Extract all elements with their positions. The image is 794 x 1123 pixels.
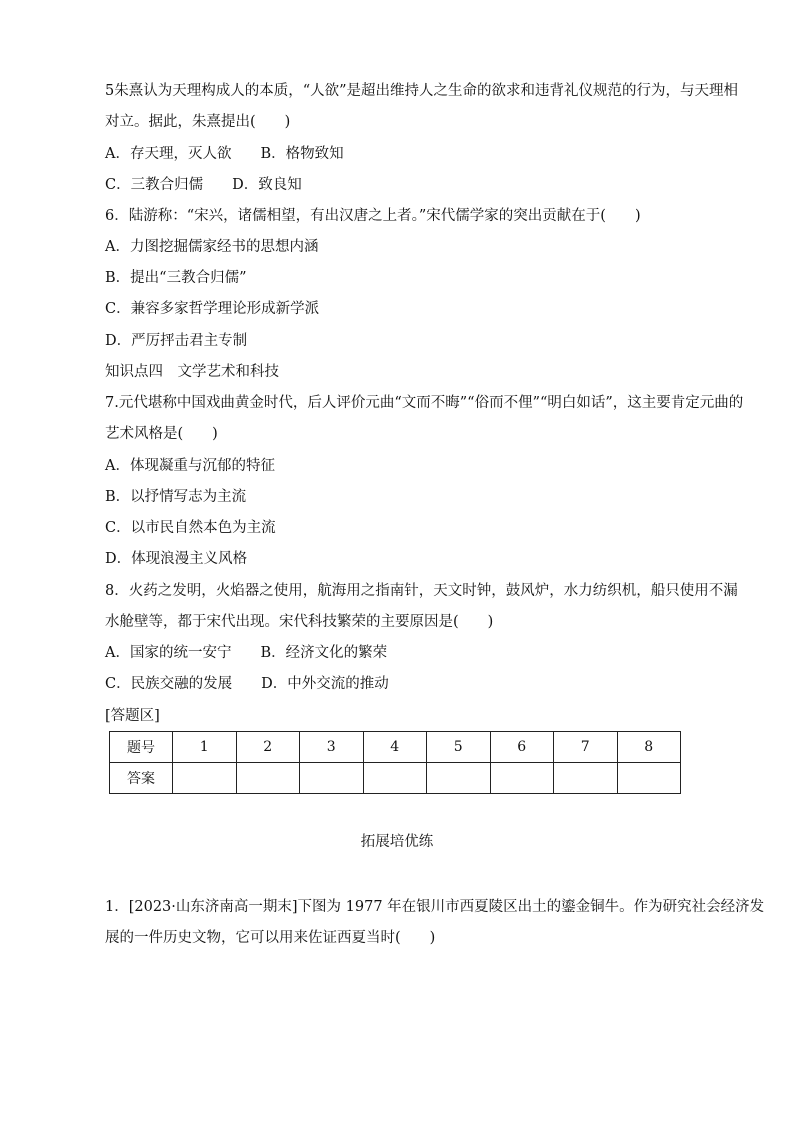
- answer-cell[interactable]: [173, 763, 237, 794]
- answer-cell[interactable]: [300, 763, 364, 794]
- ext-q1-stem-line1: 1．[2023·山东济南高一期末]下图为 1977 年在银川市西夏陵区出土的鎏金铜牛。作为研究社会经济发: [105, 899, 765, 915]
- answer-table-answer-row: [110, 763, 681, 794]
- q5-stem-line2: 对立。据此，朱熹提出( ): [105, 114, 291, 130]
- question-number-cell: 3: [300, 732, 364, 763]
- q6-option-c: C．兼容多家哲学理论形成新学派: [105, 301, 320, 317]
- q6-option-b: B．提出“三教合归儒”: [105, 270, 247, 286]
- answer-cell[interactable]: [617, 763, 681, 794]
- q7-option-d: D．体现浪漫主义风格: [105, 551, 248, 567]
- question-number-header: 题号: [110, 732, 173, 763]
- q6-stem: 6．陆游称：“宋兴，诸儒相望，有出汉唐之上者。”宋代儒学家的突出贡献在于( ): [105, 208, 641, 224]
- section-title-knowledge-point-4: 知识点四 文学艺术和科技: [105, 364, 279, 380]
- q5-options-row1: A．存天理，灭人欲 B．格物致知: [105, 146, 344, 162]
- answer-cell[interactable]: [490, 763, 554, 794]
- q7-stem-line1: 7.元代堪称中国戏曲黄金时代，后人评价元曲“文而不晦”“俗而不俚”“明白如话”，这主要肯定元曲的: [105, 395, 744, 411]
- answer-table: [109, 731, 681, 794]
- q6-option-d: D．严厉抨击君主专制: [105, 333, 248, 349]
- q8-options-row1: A．国家的统一安宁 B．经济文化的繁荣: [105, 645, 388, 661]
- q8-stem-line1: 8．火药之发明，火焰器之使用，航海用之指南针，天文时钟，鼓风炉，水力纺织机，船只使用不漏: [105, 583, 738, 599]
- q5-options-row2: C．三教合归儒 D．致良知: [105, 177, 302, 193]
- q6-option-a: A．力图挖掘儒家经书的思想内涵: [105, 239, 319, 255]
- answer-cell[interactable]: [427, 763, 491, 794]
- question-number-cell: 6: [490, 732, 554, 763]
- q5-stem-line1: 5朱熹认为天理构成人的本质，“人欲”是超出维持人之生命的欲求和违背礼仪规范的行为，与天理相: [105, 83, 739, 99]
- q8-options-row2: C．民族交融的发展 D．中外交流的推动: [105, 676, 389, 692]
- question-number-cell: 1: [173, 732, 237, 763]
- ext-q1-stem-line2: 展的一件历史文物，它可以用来佐证西夏当时( ): [105, 930, 436, 946]
- section-title-extension: 拓展培优练: [360, 834, 434, 850]
- answer-cell[interactable]: [236, 763, 300, 794]
- q7-stem-line2: 艺术风格是( ): [105, 426, 218, 442]
- answer-cell[interactable]: [363, 763, 427, 794]
- question-number-cell: 7: [554, 732, 618, 763]
- q7-option-c: C．以市民自然本色为主流: [105, 520, 276, 536]
- question-number-cell: 8: [617, 732, 681, 763]
- answer-header: 答案: [110, 763, 173, 794]
- q7-option-b: B．以抒情写志为主流: [105, 489, 247, 505]
- q7-option-a: A．体现凝重与沉郁的特征: [105, 458, 275, 474]
- question-number-cell: 5: [427, 732, 491, 763]
- question-number-cell: 2: [236, 732, 300, 763]
- answer-area-label: [答题区]: [105, 708, 160, 724]
- question-number-cell: 4: [363, 732, 427, 763]
- q8-stem-line2: 水舱壁等，都于宋代出现。宋代科技繁荣的主要原因是( ): [105, 614, 494, 630]
- answer-table-number-row: [110, 732, 681, 763]
- answer-cell[interactable]: [554, 763, 618, 794]
